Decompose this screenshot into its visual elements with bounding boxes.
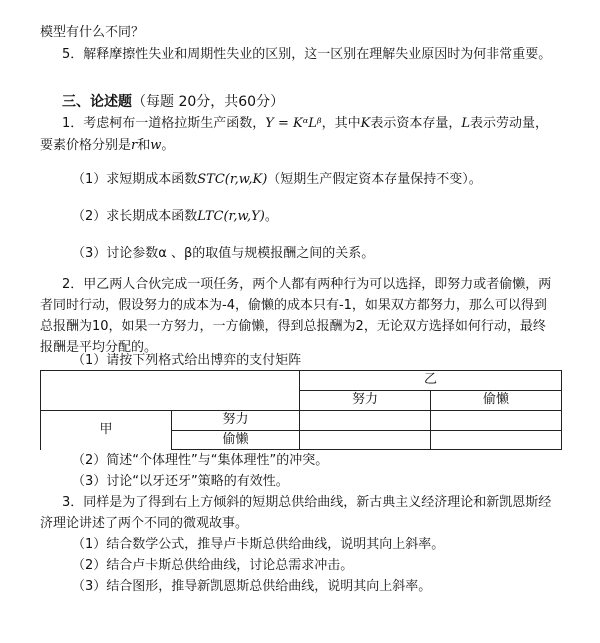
q1-text-f: 和 <box>137 138 151 153</box>
question-1-line-2 <box>40 137 174 156</box>
question-2-sub-3: （3）讨论“以牙还牙”策略的有效性。 <box>72 474 289 489</box>
question-2-line-4: 报酬是平均分配的。 <box>40 340 158 355</box>
labor-symbol: L <box>461 116 471 131</box>
question-3-sub-2: （2）结合卢卡斯总供给曲线，讨论总需求冲击。 <box>72 558 354 573</box>
question-5: 5．解释摩擦性失业和周期性失业的区别，这一区别在理解失业原因时为何非常重要。 <box>62 47 552 62</box>
question-3-sub-1: （1）结合数学公式，推导卢卡斯总供给曲线，说明其向上斜率。 <box>72 537 445 552</box>
question-2-line-3: 总报酬为10，如果一方努力，一方偷懒，得到总报酬为2，无论双方选择如何行动，最终 <box>40 319 546 334</box>
question-1-line <box>62 115 548 134</box>
section-note: （每题 20分，共60分） <box>132 94 285 110</box>
ltc-formula: LTC(r,w,Y) <box>197 209 265 224</box>
section-title: 三、论述题 <box>62 94 132 110</box>
production-function: Y = KᵅLᵝ <box>265 116 322 131</box>
row-action-shirk: 偷懒 <box>172 430 300 450</box>
payoff-cell <box>431 410 562 430</box>
sq1-text: （1）求短期成本函数 <box>72 172 198 187</box>
q1-text-d: 表示劳动量， <box>470 116 549 131</box>
question-2-line-2: 者同时行动，假设努力的成本为-4，偷懒的成本只有-1，如果双方都努力，那么可以得到 <box>40 298 547 313</box>
q1-text-b: ，其中 <box>321 116 361 131</box>
payoff-cell <box>300 430 431 450</box>
section-heading <box>62 92 284 112</box>
capital-symbol: K <box>360 116 371 131</box>
question-2-sub-1: （1）请按下列格式给出博弈的支付矩阵 <box>72 353 302 368</box>
sq2-text-b: 。 <box>264 209 278 224</box>
question-3-sub-3: （3）结合图形，推导新凯恩斯总供给曲线，说明其向上斜率。 <box>72 579 432 594</box>
matrix-corner <box>41 371 300 411</box>
sq1-text-b: （短期生产假定资本存量保持不变）。 <box>267 172 482 187</box>
sub-question-2 <box>72 208 278 227</box>
q1-text-g: 。 <box>161 138 175 153</box>
col-action-shirk: 偷懒 <box>431 390 562 410</box>
payoff-matrix <box>40 370 562 450</box>
row-action-effort: 努力 <box>172 410 300 430</box>
sq2-text: （2）求长期成本函数 <box>72 209 198 224</box>
payoff-cell <box>431 430 562 450</box>
q1-text: 1．考虑柯布一道格拉斯生产函数， <box>62 116 266 131</box>
col-action-effort: 努力 <box>300 390 431 410</box>
sub-question-1 <box>72 171 482 190</box>
question-2-sub-2: （2）简述“个体理性”与“集体理性”的冲突。 <box>72 453 329 468</box>
sub-question-3: （3）讨论参数α 、β的取值与规模报酬之间的关系。 <box>72 246 375 261</box>
row-player-label: 甲 <box>41 410 172 450</box>
question-3-line-1: 3．同样是为了得到右上方倾斜的短期总供给曲线，新古典主义经济理论和新凯恩斯经 <box>62 495 552 510</box>
q1-text-c: 表示资本存量， <box>370 116 462 131</box>
r-symbol: r <box>131 138 138 153</box>
text-line: 模型有什么不同？ <box>40 25 145 40</box>
question-2-line-1: 2．甲乙两人合伙完成一项任务，两个人都有两种行为可以选择，即努力或者偷懒，两 <box>62 277 552 292</box>
w-symbol: w <box>150 138 162 153</box>
stc-formula: STC(r,w,K) <box>197 172 268 187</box>
q1-text-e: 要素价格分别是 <box>40 138 132 153</box>
question-3-line-2: 济理论讲述了两个不同的微观故事。 <box>40 516 249 531</box>
payoff-cell <box>300 410 431 430</box>
col-player-label: 乙 <box>300 371 562 391</box>
